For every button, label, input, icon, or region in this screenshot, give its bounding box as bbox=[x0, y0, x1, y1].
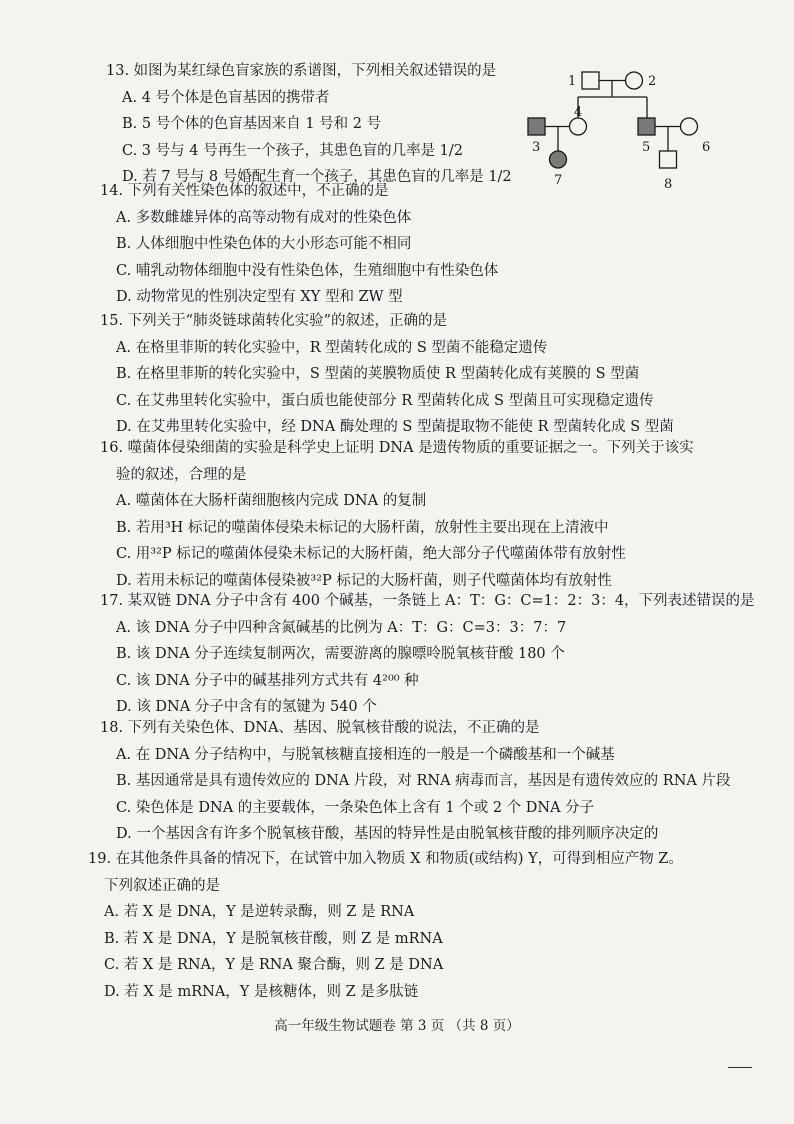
page-footer: 高一年级生物试题卷 第 3 页 （共 8 页） bbox=[274, 1018, 520, 1034]
question-14-stem: 14. 下列有关性染色体的叙述中，不正确的是 bbox=[100, 183, 389, 199]
question-13-option-d: D. 若 7 号与 8 号婚配生育一个孩子，其患色盲的几率是 1/2 bbox=[122, 169, 512, 185]
question-13-option-b: B. 5 号个体的色盲基因来自 1 号和 2 号 bbox=[122, 116, 382, 132]
question-14 bbox=[100, 182, 498, 306]
question-15-option-d: D. 在艾弗里转化实验中，经 DNA 酶处理的 S 型菌提取物不能使 R 型菌转化成 S 型菌 bbox=[116, 419, 674, 435]
pedigree-label-1: 1 bbox=[568, 74, 577, 89]
question-15-option-a: A. 在格里菲斯的转化实验中，R 型菌转化成的 S 型菌不能稳定遗传 bbox=[116, 339, 548, 356]
question-18 bbox=[100, 719, 730, 843]
question-18-option-c: C. 染色体是 DNA 的主要载体，一条染色体上含有 1 个或 2 个 DNA 分子 bbox=[116, 799, 595, 816]
question-16-option-c: C. 用³²P 标记的噬菌体侵染未标记的大肠杆菌，绝大部分子代噬菌体带有放射性 bbox=[116, 546, 626, 562]
question-16 bbox=[100, 439, 694, 590]
question-18-stem: 18. 下列有关染色体、DNA、基因、脱氧核苷酸的说法，不正确的是 bbox=[100, 720, 540, 736]
pedigree-label-2: 2 bbox=[648, 74, 657, 89]
pedigree-individual-1 bbox=[582, 72, 599, 89]
question-16-stem: 16. 噬菌体侵染细菌的实验是科学史上证明 DNA 是遗传物质的重要证据之一。下列关于该实 bbox=[100, 440, 694, 456]
question-18-option-b: B. 基因通常是具有遗传效应的 DNA 片段，对 RNA 病毒而言，基因是有遗传效应的 RNA 片段 bbox=[116, 773, 731, 789]
question-14-option-a: A. 多数雌雄异体的高等动物有成对的性染色体 bbox=[116, 209, 412, 226]
question-13-option-a: A. 4 号个体是色盲基因的携带者 bbox=[122, 89, 330, 106]
question-15-option-c: C. 在艾弗里转化实验中，蛋白质也能使部分 R 型菌转化成 S 型菌且可实现稳定遗传 bbox=[116, 392, 654, 409]
question-14-option-c: C. 哺乳动物体细胞中没有性染色体，生殖细胞中有性染色体 bbox=[116, 262, 499, 279]
pedigree-individual-5 bbox=[638, 118, 655, 135]
question-17-stem: 17. 某双链 DNA 分子中含有 400 个碱基，一条链上 A：T：G：C=1：2：3：4，下列表述错误的是 bbox=[100, 593, 755, 609]
question-14-option-b: B. 人体细胞中性染色体的大小形态可能不相同 bbox=[116, 236, 412, 252]
question-19-option-a: A. 若 X 是 DNA，Y 是逆转录酶，则 Z 是 RNA bbox=[104, 904, 415, 920]
question-17 bbox=[100, 592, 755, 716]
pedigree-label-6: 6 bbox=[702, 140, 711, 155]
pedigree-label-5: 5 bbox=[642, 140, 651, 155]
pedigree-label-8: 8 bbox=[664, 177, 673, 192]
question-14-option-d: D. 动物常见的性别决定型有 XY 型和 ZW 型 bbox=[116, 289, 403, 305]
edge-mark bbox=[728, 1067, 752, 1068]
question-17-option-d: D. 该 DNA 分子中含有的氢键为 540 个 bbox=[116, 699, 377, 715]
pedigree-individual-6 bbox=[681, 118, 698, 135]
question-16-option-a: A. 噬菌体在大肠杆菌细胞核内完成 DNA 的复制 bbox=[116, 493, 427, 509]
question-17-option-a: A. 该 DNA 分子中四种含氮碱基的比例为 A：T：G：C=3：3：7：7 bbox=[116, 619, 567, 636]
question-13-option-c: C. 3 号与 4 号再生一个孩子，其患色盲的几率是 1/2 bbox=[122, 142, 464, 159]
question-18-option-a: A. 在 DNA 分子结构中，与脱氧核糖直接相连的一般是一个磷酸基和一个碱基 bbox=[116, 746, 615, 763]
question-13 bbox=[106, 62, 512, 186]
question-19-option-d: D. 若 X 是 mRNA，Y 是核糖体，则 Z 是多肽链 bbox=[104, 983, 419, 1000]
pedigree-label-7: 7 bbox=[554, 173, 563, 188]
question-17-option-b: B. 该 DNA 分子连续复制两次，需要游离的腺嘌呤脱氧核苷酸 180 个 bbox=[116, 646, 565, 662]
question-19-option-c: C. 若 X 是 RNA，Y 是 RNA 聚合酶，则 Z 是 DNA bbox=[104, 957, 444, 973]
pedigree-chart bbox=[518, 62, 718, 197]
question-19-stem: 19. 在其他条件具备的情况下，在试管中加入物质 X 和物质(或结构) Y，可得到相应产物 Z。 bbox=[88, 851, 683, 867]
question-16-stem-continued: 验的叙述，合理的是 bbox=[116, 466, 247, 483]
question-17-option-c: C. 该 DNA 分子中的碱基排列方式共有 4²⁰⁰ 种 bbox=[116, 672, 419, 689]
question-19-option-b: B. 若 X 是 DNA，Y 是脱氧核苷酸，则 Z 是 mRNA bbox=[104, 930, 443, 947]
pedigree-label-4: 4 bbox=[574, 105, 583, 120]
pedigree-individual-2 bbox=[626, 72, 643, 89]
pedigree-individual-3 bbox=[528, 118, 545, 135]
question-19 bbox=[88, 850, 683, 1001]
question-16-option-d: D. 若用未标记的噬菌体侵染被³²P 标记的大肠杆菌，则子代噬菌体均有放射性 bbox=[116, 572, 612, 589]
pedigree-individual-7 bbox=[550, 151, 567, 168]
question-15-stem: 15. 下列关于“肺炎链球菌转化实验”的叙述，正确的是 bbox=[100, 313, 447, 329]
pedigree-label-3: 3 bbox=[532, 140, 541, 155]
pedigree-individual-8 bbox=[660, 151, 677, 168]
question-15 bbox=[100, 312, 674, 436]
question-16-option-b: B. 若用³H 标记的噬菌体侵染未标记的大肠杆菌，放射性主要出现在上清液中 bbox=[116, 519, 609, 536]
question-13-stem: 13. 如图为某红绿色盲家族的系谱图，下列相关叙述错误的是 bbox=[106, 63, 497, 79]
question-19-stem-continued: 下列叙述正确的是 bbox=[104, 877, 220, 894]
question-18-option-d: D. 一个基因含有许多个脱氧核苷酸，基因的特异性是由脱氧核苷酸的排列顺序决定的 bbox=[116, 826, 659, 842]
question-15-option-b: B. 在格里菲斯的转化实验中，S 型菌的荚膜物质使 R 型菌转化成有荚膜的 S 型菌 bbox=[116, 366, 640, 382]
pedigree-individual-4 bbox=[570, 118, 587, 135]
